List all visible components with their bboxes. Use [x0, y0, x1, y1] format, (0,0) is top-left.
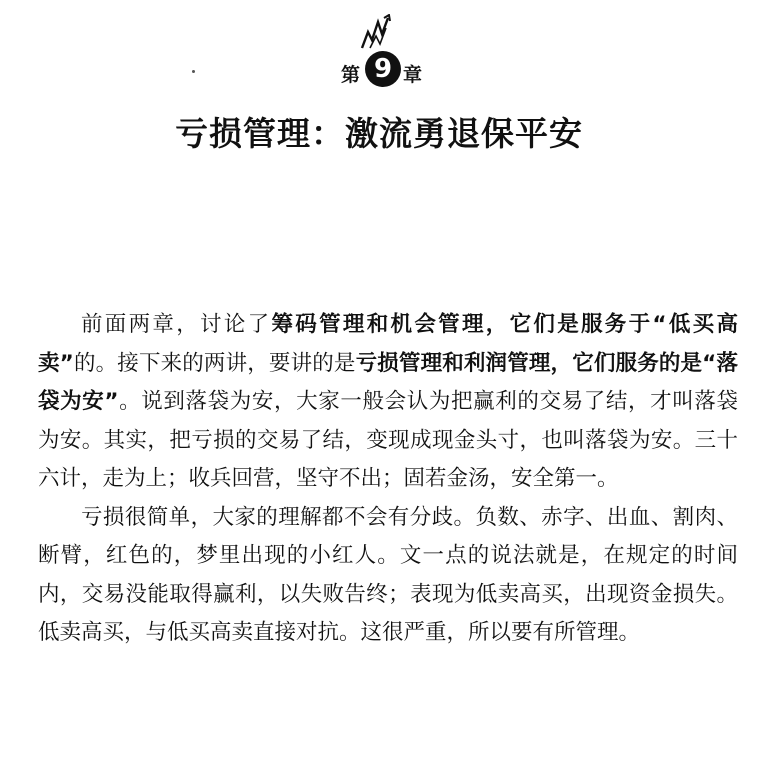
text-segment: 前面两章，讨论了 — [81, 312, 272, 337]
text-segment: 。说到落袋为安，大家一般会认为把赢利的交易了结，才叫落袋为安。其实，把亏损的交易了结，变现成现金头寸，也叫落袋为安。三十六计，走为上；收兵回营，坚守不出；固若金汤，安全第一。 — [38, 389, 738, 491]
chapter-number-badge: 9 — [365, 51, 401, 87]
chapter-title: 亏损管理：激流勇退保平安 — [175, 114, 583, 153]
chapter-heading — [0, 14, 758, 90]
paragraph — [38, 499, 738, 653]
body-text — [38, 306, 738, 653]
paragraph — [38, 306, 738, 499]
text-segment: 的。接下来的两讲，要讲的是 — [73, 350, 356, 376]
text-segment: 亏损很简单，大家的理解都不会有分歧。负数、赤字、出血、割肉、断臂，红色的，梦里出现的小红人。文一点的说法就是，在规定的时间内，交易没能取得赢利，以失败告终；表现为低卖高买，出现资金损失。低卖高买，与低买高卖直接对抗。这很严重，所以要有所管理。 — [38, 504, 738, 645]
bold-phrase: 亏损管理和利润管理，它们服务的是“落袋为安” — [38, 350, 738, 414]
chapter-suffix: 章 — [403, 64, 423, 86]
chapter-prefix: 第 — [341, 64, 361, 86]
bold-phrase: 筹码管理和机会管理，它们是服务于“低买高卖” — [38, 312, 738, 376]
rising-chart-arrow-icon — [336, 14, 408, 54]
